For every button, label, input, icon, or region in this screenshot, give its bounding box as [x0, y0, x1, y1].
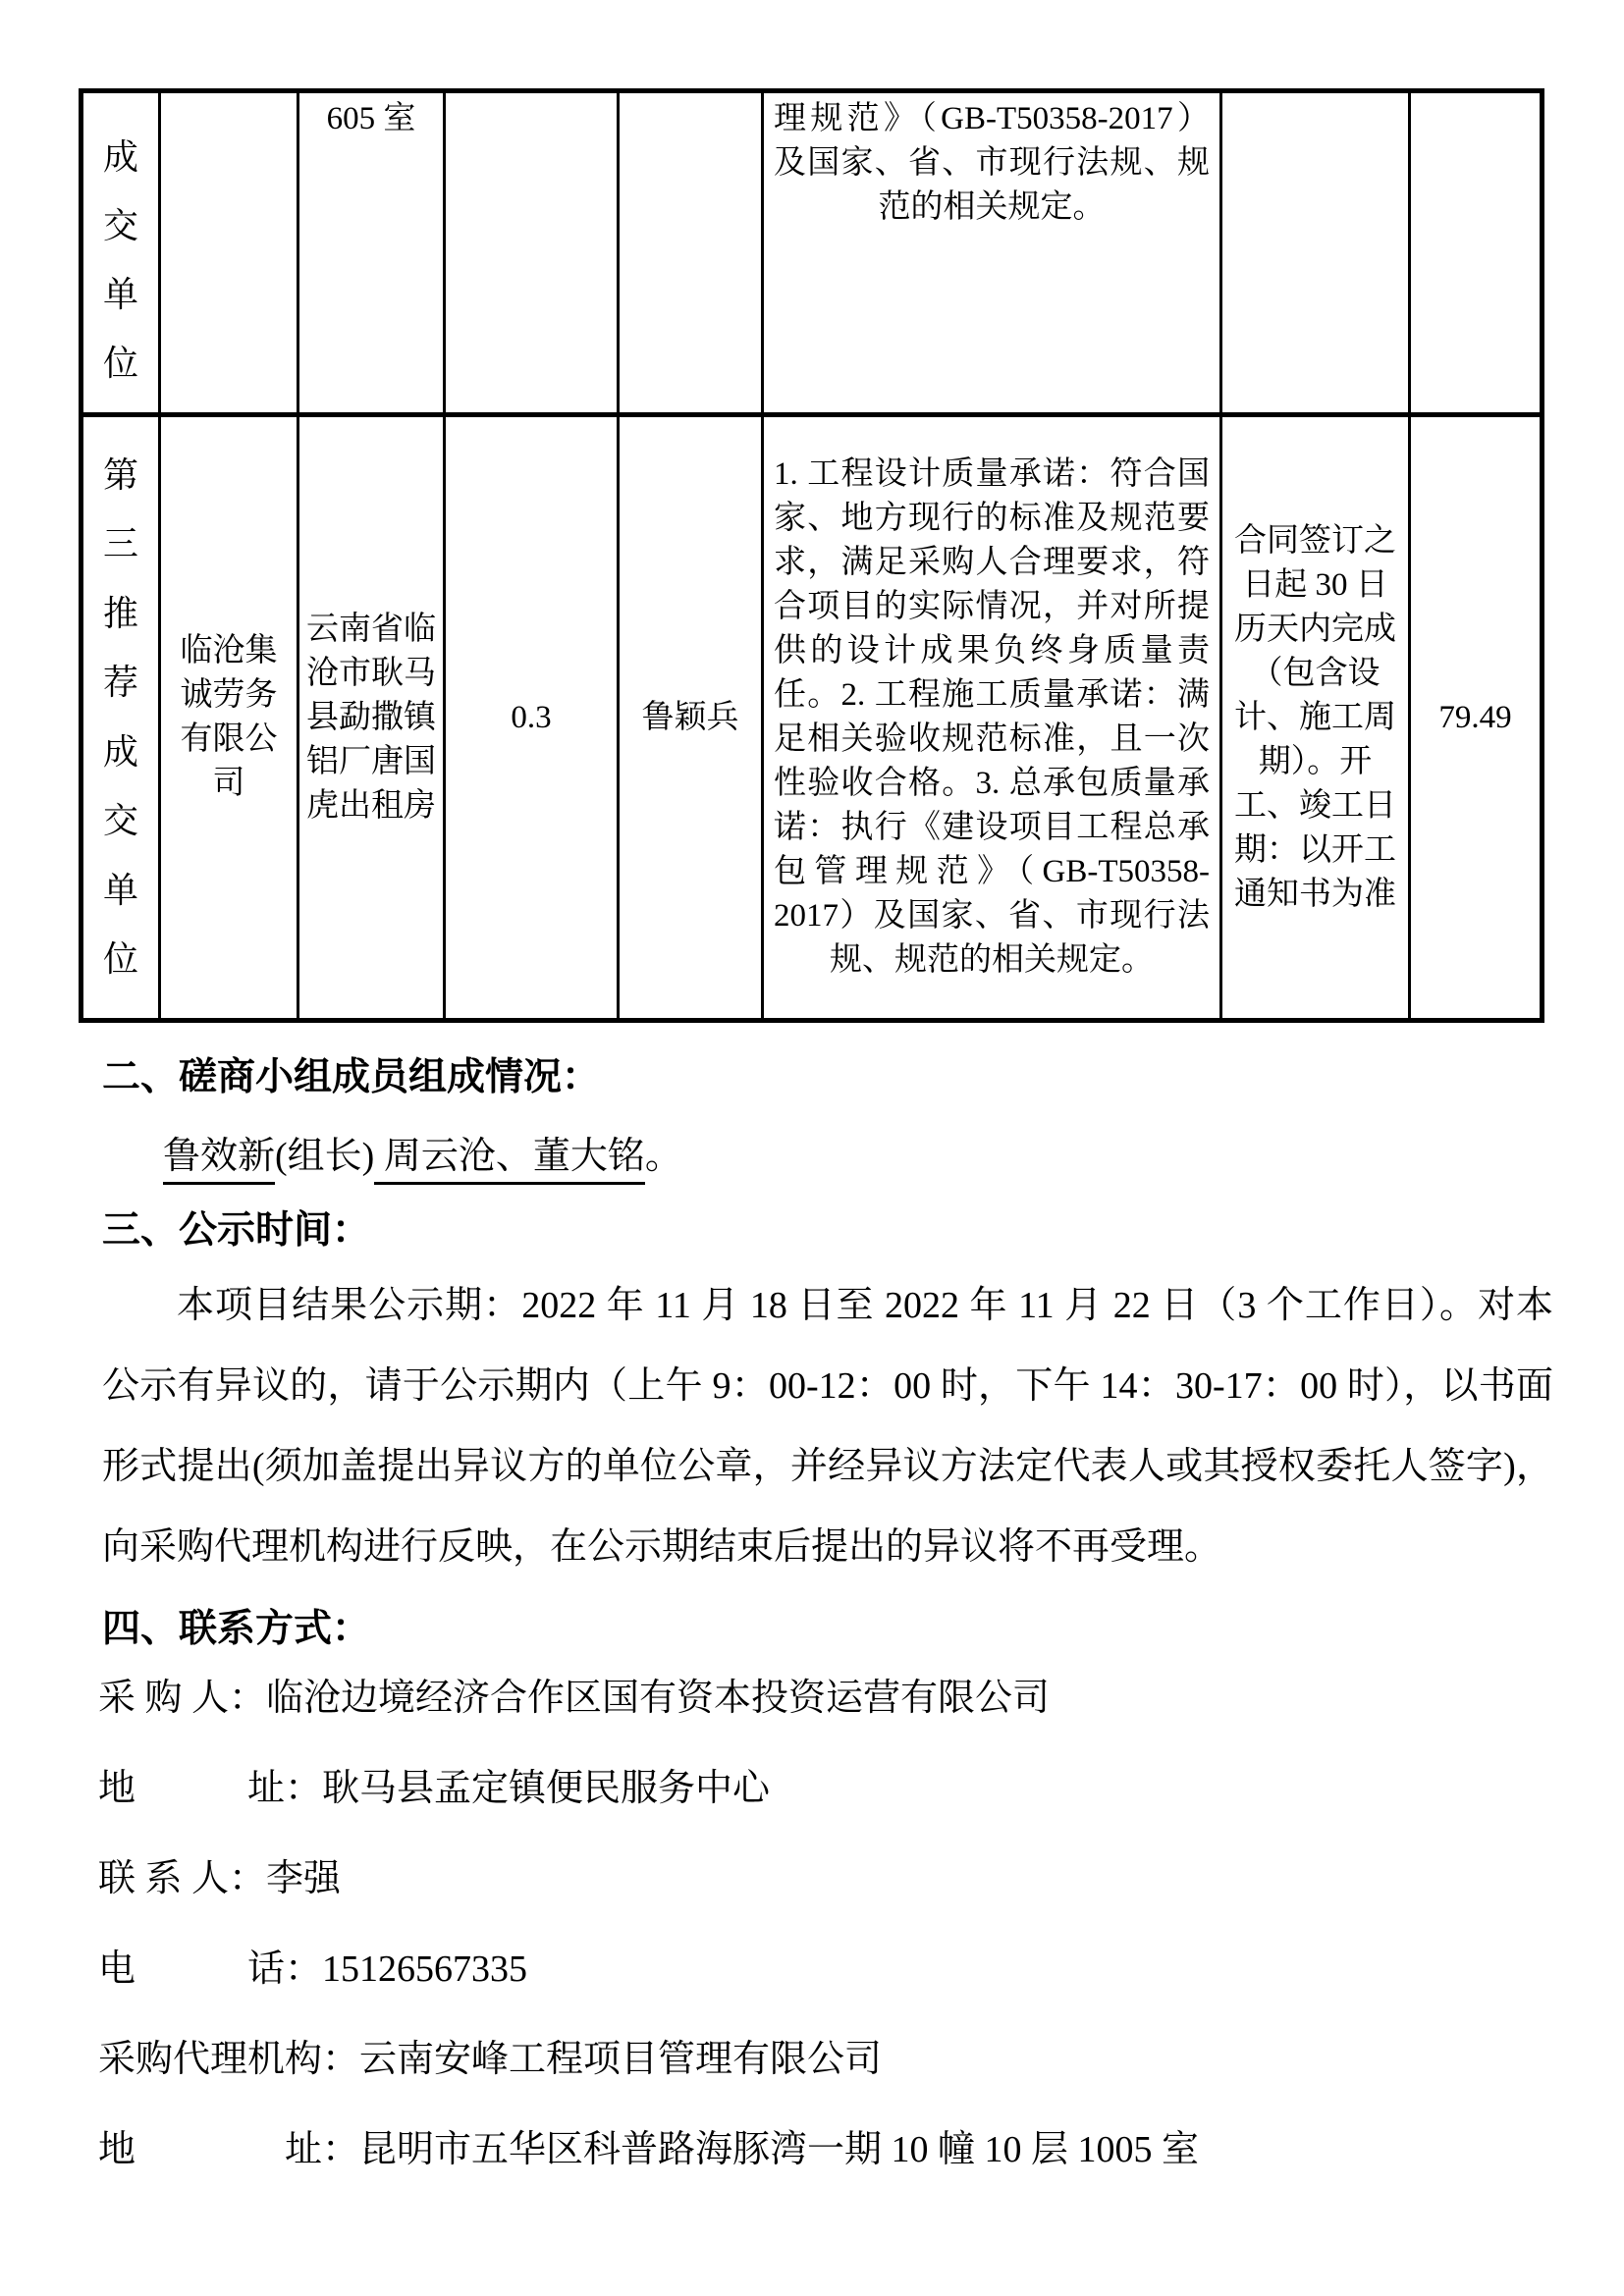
contact-label: 地 址： [98, 2129, 360, 2170]
project-leader-cell [620, 417, 764, 1018]
rate-text: 0.3 [511, 699, 552, 735]
vertical-label-char: 单 [102, 870, 138, 910]
contact-label: 采 购 人： [98, 1678, 267, 1719]
section-heading-publicity: 三、公示时间： [102, 1209, 371, 1252]
contact-line-agency [98, 2014, 1199, 2105]
contact-line-contact-person [98, 1834, 1199, 1924]
address-cell [299, 417, 446, 1018]
row-label-cell [83, 417, 161, 1018]
vertical-label-char: 荐 [102, 663, 138, 703]
contact-value: 耿马县孟定镇便民服务中心 [322, 1768, 771, 1809]
address-text: 605 室 [326, 101, 416, 136]
vertical-label-char: 单 [102, 275, 138, 315]
vertical-label-char: 推 [102, 593, 138, 633]
contact-label: 联 系 人： [98, 1858, 267, 1899]
bid-price-text: 79.49 [1438, 699, 1512, 735]
supplier-cell [161, 417, 299, 1018]
sentence-end: 。 [644, 1136, 682, 1177]
vertical-label-char: 三 [102, 524, 138, 564]
contact-label: 采购代理机构： [98, 2039, 360, 2080]
bid-price-cell [1411, 93, 1540, 417]
project-leader-cell [620, 93, 764, 417]
contact-line-agency-address [98, 2105, 1199, 2195]
committee-leader-name: 鲁效新 [163, 1136, 275, 1185]
vertical-label-char: 第 [102, 454, 138, 495]
vertical-label-char: 位 [102, 939, 138, 980]
quality-commitment-cell [764, 417, 1222, 1018]
contact-info-block [98, 1653, 1199, 2195]
contact-value: 15126567335 [322, 1949, 528, 1990]
contact-value: 李强 [266, 1858, 342, 1899]
contact-line-purchaser [98, 1653, 1199, 1743]
rate-cell [446, 93, 620, 417]
contact-label: 地 址： [98, 1768, 323, 1809]
publicity-period-paragraph: 本项目结果公示期：2022 年 11 月 18 日至 2022 年 11 月 22 日（3 个工作日）。对本公示有异议的，请于公示期内（上午 9：00-12：00 时，下午 14：30-17：00 时），以书面形式提出(须加盖提出异议方的单位公章，并经异议方法定代表人或其授权委托人签字)，向采购代理机构进行反映，在公示期结束后提出的异议将不再受理。 [102, 1285, 1553, 1568]
schedule-commitment-cell [1222, 417, 1411, 1018]
address-cell [299, 93, 446, 417]
section-heading-contact: 四、联系方式： [102, 1608, 371, 1650]
address-text: 云南省临沧市耿马县勐撒镇铝厂唐国虎出租房 [306, 611, 436, 824]
row-label-cell [83, 93, 161, 417]
schedule-commitment-cell [1222, 93, 1411, 417]
vertical-label-char: 位 [102, 344, 138, 384]
quality-commitment-text: 理规范》（GB-T50358-2017）及国家、省、市现行法规、规范的相关规定。 [774, 101, 1210, 225]
quality-commitment-text: 1. 工程设计质量承诺：符合国家、地方现行的标准及规范要求，满足采购人合理要求，符合项目的实际情况，并对所提供的设计成果负终身质量责任。2. 工程施工质量承诺：满足相关验收规范标准，且一次性验收合格。3. 总承包质量承诺：执行《建设项目工程总承包管理规范》（GB-T50358-2017）及国家、省、市现行法规、规范的相关规定。 [774, 456, 1210, 978]
contact-value: 云南安峰工程项目管理有限公司 [359, 2039, 883, 2080]
project-leader-text: 鲁颖兵 [641, 699, 739, 735]
vertical-label-char: 交 [102, 205, 138, 245]
vertical-label-char: 成 [102, 731, 138, 772]
committee-leader-suffix: (组长) [275, 1136, 375, 1177]
supplier-cell [161, 93, 299, 417]
schedule-commitment-text: 合同签订之日起 30 日历天内完成（包含设计、施工周期）。开工、竣工日期：以开工通知书为准 [1234, 522, 1396, 912]
committee-other-members: 周云沧、董大铭 [374, 1136, 645, 1185]
vertical-label-char: 成 [102, 136, 138, 177]
contact-line-purchaser-address [98, 1743, 1199, 1834]
bid-price-cell [1411, 417, 1540, 1018]
committee-members-line [163, 1125, 682, 1179]
supplier-text: 临沧集诚劳务有限公司 [180, 633, 278, 801]
contact-line-phone [98, 1924, 1199, 2014]
contact-value: 昆明市五华区科普路海豚湾一期 10 幢 10 层 1005 室 [359, 2129, 1200, 2170]
vertical-label-char: 交 [102, 801, 138, 841]
award-result-table [79, 88, 1544, 1023]
section-heading-committee: 二、磋商小组成员组成情况： [102, 1056, 601, 1098]
rate-cell [446, 417, 620, 1018]
contact-label: 电 话： [98, 1949, 323, 1990]
quality-commitment-cell [764, 93, 1222, 417]
contact-value: 临沧边境经济合作区国有资本投资运营有限公司 [266, 1678, 1051, 1719]
